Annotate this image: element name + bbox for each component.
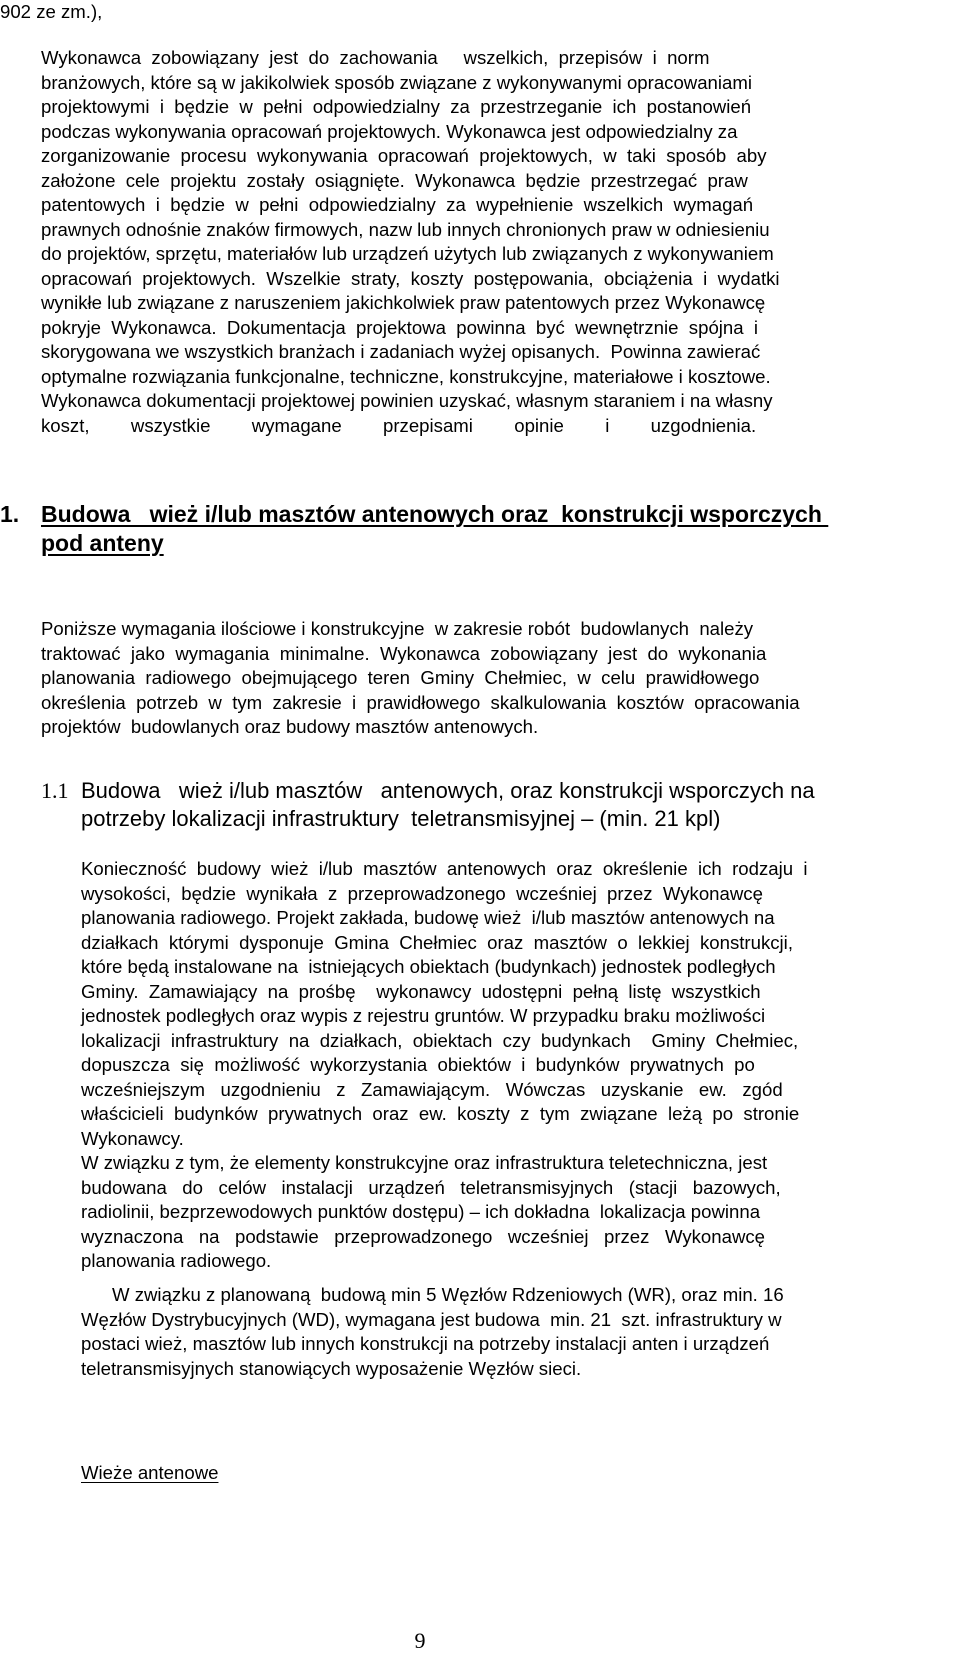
text-line: Wykonawca zobowiązany jest do zachowania wszelkich, przepisów i norm: [41, 47, 710, 68]
text-line: właścicieli budynków prywatnych oraz ew. koszty z tym związane leżą po stronie: [81, 1103, 800, 1124]
text-line: W związku z tym, że elementy konstrukcyjne oraz infrastruktura teletechniczna, jest: [81, 1152, 768, 1173]
text-line: W związku z planowaną budową min 5 Węzłów Rdzeniowych (WR), oraz min. 16: [81, 1284, 784, 1305]
text-line: teletransmisyjnych stanowiących wyposażenie Węzłów sieci.: [81, 1357, 582, 1379]
text-line: Wykonawcy.: [81, 1127, 184, 1149]
section-1-1-title-line2: potrzeby lokalizacji infrastruktury teletransmisyjnej – (min. 21 kpl): [81, 806, 721, 831]
text-line: planowania radiowego. Projekt zakłada, budowę wież i/lub masztów antenowych na: [81, 907, 775, 928]
text-line: branżowych, które są w jakikolwiek sposób związane z wykonywanymi opracowaniami: [41, 71, 752, 93]
text-line: określenia potrzeb w tym zakresie i prawidłowego skalkulowania kosztów opracowania: [41, 691, 800, 713]
text-line: lokalizacji infrastruktury na działkach, obiektach czy budynkach Gminy Chełmiec,: [81, 1029, 799, 1051]
text-line: radiolinii, bezprzewodowych punktów dostępu) – ich dokładna lokalizacja powinna: [81, 1201, 761, 1222]
section-1-1-title-line1: Budowa wież i/lub masztów antenowych, oraz konstrukcji wsporczych na: [81, 778, 815, 803]
text-line: Wykonawca dokumentacji projektowej powinien uzyskać, własnym staraniem i na własny: [41, 390, 773, 411]
section-1-title-line1: Budowa wież i/lub masztów antenowych oraz konstrukcji wsporczych: [41, 501, 829, 527]
text-line: koszt, wszystkie wymagane przepisami opinie i uzgodnienia.: [41, 414, 757, 436]
text-line: podczas wykonywania opracowań projektowych. Wykonawca jest odpowiedzialny za: [41, 120, 738, 142]
text-line: wcześniejszym uzgodnieniu z Zamawiającym. Wówczas uzyskanie ew. zgód: [81, 1078, 783, 1100]
section-1-1-number: 1.1: [41, 778, 69, 803]
text-line: wyznaczona na podstawie przeprowadzonego wcześniej przez Wykonawcę: [81, 1225, 766, 1247]
top-fragment: 902 ze zm.),: [0, 1, 103, 22]
text-line: Węzłów Dystrybucyjnych (WD), wymagana jest budowa min. 21 szt. infrastruktury w: [81, 1308, 782, 1330]
text-line: optymalne rozwiązania funkcjonalne, techniczne, konstrukcyjne, materiałowe i kosztowe.: [41, 365, 771, 387]
text-line: skorygowana we wszystkich branżach i zadaniach wyżej opisanych. Powinna zawierać: [41, 341, 761, 362]
text-line: jednostek podległych oraz wypis z rejestru gruntów. W przypadku braku możliwości: [81, 1005, 766, 1026]
text-line: które będą instalowane na istniejących obiektach (budynkach) jednostek podległych: [81, 956, 776, 977]
text-line: planowania radiowego obejmującego teren Gminy Chełmiec, w celu prawidłowego: [41, 667, 760, 689]
text-line: Poniższe wymagania ilościowe i konstrukcyjne w zakresie robót budowlanych należy: [41, 618, 754, 639]
text-line: do projektów, sprzętu, materiałów lub urządzeń użytych lub związanych z wykonywaniem: [41, 243, 774, 264]
subheading-antenna-towers: Wieże antenowe: [81, 1462, 219, 1483]
text-line: budowana do celów instalacji urządzeń teletransmisyjnych (stacji bazowych,: [81, 1176, 781, 1198]
text-line: zorganizowanie procesu wykonywania opracowań projektowych, w taki sposób aby: [41, 145, 767, 166]
text-line: założone cele projektu zostały osiągnięte. Wykonawca będzie przestrzegać praw: [41, 169, 748, 191]
text-line: prawnych odnośnie znaków firmowych, nazw lub innych chronionych praw w odniesieniu: [41, 218, 770, 240]
text-line: opracowań projektowych. Wszelkie straty, koszty postępowania, obciążenia i wydatki: [41, 267, 780, 289]
text-line: pokryje Wykonawca. Dokumentacja projektowa powinna być wewnętrznie spójna i: [41, 316, 759, 338]
section-1-number: 1.: [0, 501, 20, 527]
text-line: działkach którymi dysponuje Gmina Chełmiec oraz masztów o lekkiej konstrukcji,: [81, 931, 793, 953]
text-line: postaci wież, masztów lub innych konstrukcji na potrzeby instalacji anten i urządzeń: [81, 1333, 770, 1354]
text-line: wysokości, będzie wynikała z przeprowadzonego wcześniej przez Wykonawcę: [81, 882, 763, 904]
text-line: Gminy. Zamawiający na prośbę wykonawcy udostępni pełną listę wszystkich: [81, 980, 761, 1002]
text-line: wynikłe lub związane z naruszeniem jakichkolwiek praw patentowych przez Wykonawcę: [41, 292, 766, 313]
text-line: projektowymi i będzie w pełni odpowiedzialny za przestrzeganie ich postanowień: [41, 96, 752, 117]
text-line: planowania radiowego.: [81, 1250, 272, 1271]
text-line: patentowych i będzie w pełni odpowiedzialny za wypełnienie wszelkich wymagań: [41, 194, 754, 215]
text-line: traktować jako wymagania minimalne. Wykonawca zobowiązany jest do wykonania: [41, 642, 767, 664]
page-number: 9: [414, 1628, 426, 1653]
section-1-title-line2: pod anteny: [41, 530, 164, 556]
text-line: dopuszcza się możliwość wykorzystania obiektów i budynków prywatnych po: [81, 1054, 755, 1075]
text-line: Konieczność budowy wież i/lub masztów antenowych oraz określenie ich rodzaju i: [81, 858, 808, 879]
text-line: projektów budowlanych oraz budowy masztów antenowych.: [41, 716, 539, 738]
